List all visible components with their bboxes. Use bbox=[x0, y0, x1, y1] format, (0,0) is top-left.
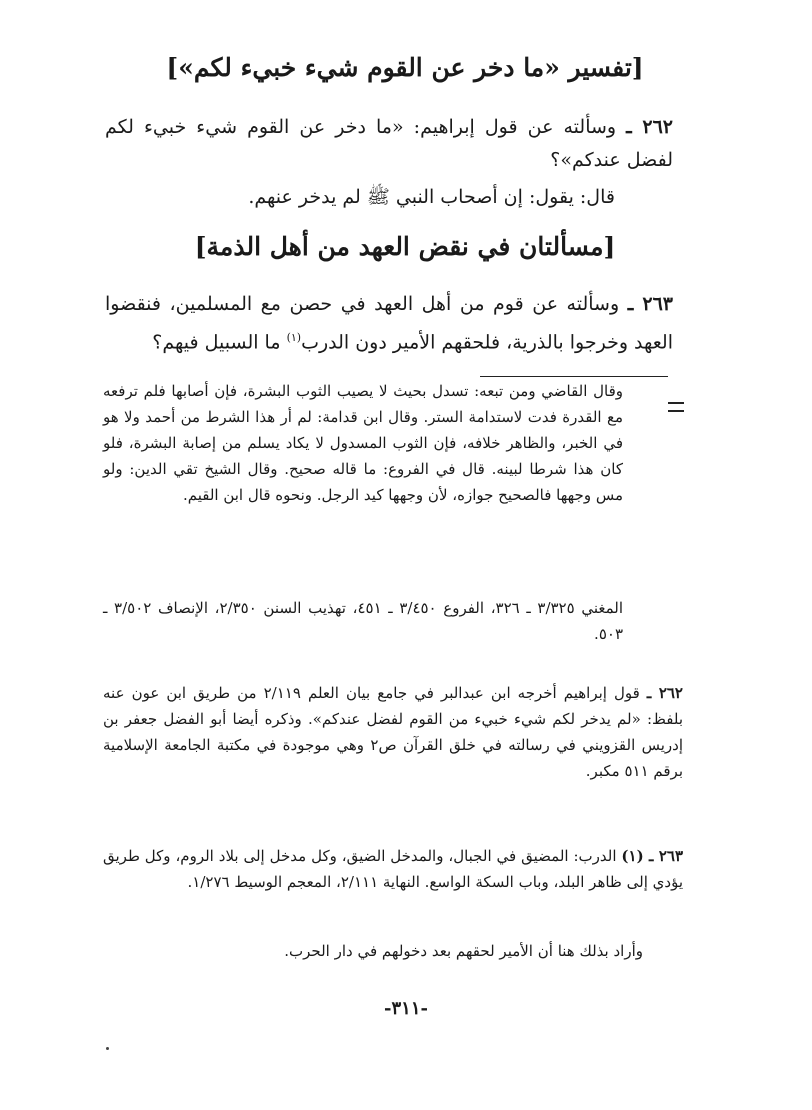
footnote-number: ٢٦٢ ـ bbox=[646, 684, 683, 702]
question-263 bbox=[105, 288, 673, 359]
footnote-continued-refs: المغني ٣/٣٢٥ ـ ٣٢٦، الفروع ٣/٤٥٠ ـ ٤٥١، تهذيب السنن ٢/٣٥٠، الإنصاف ٣/٥٠٢ ـ ٥٠٣. bbox=[103, 599, 623, 643]
answer-262: قال: يقول: إن أصحاب النبي ﷺ لم يدخر عنهم. bbox=[248, 186, 615, 208]
continuation-mark bbox=[668, 402, 684, 412]
question-262 bbox=[105, 111, 673, 177]
question-number: ٢٦٣ ـ bbox=[627, 293, 673, 315]
question-number: ٢٦٢ ـ bbox=[626, 116, 674, 138]
footnote-number: ٢٦٣ ـ (١) bbox=[621, 847, 683, 865]
footnote-263 bbox=[103, 843, 683, 895]
footnote-text: الدرب: المضيق في الجبال، والمدخل الضيق، وكل مدخل إلى بلاد الروم، وكل طريق يؤدي إلى ظاهر البلد، وباب السكة الواسع. النهاية ٢/١١١، المعجم الوسيط ١/٢٧٦. bbox=[103, 847, 683, 891]
footnote-263-extra: وأراد بذلك هنا أن الأمير لحقهم بعد دخولهم في دار الحرب. bbox=[284, 942, 643, 960]
footnote-262 bbox=[103, 680, 683, 784]
page-number: -٣١١- bbox=[384, 998, 428, 1019]
section-heading-tafsir: [تفسير «ما دخر عن القوم شيء خبيء لكم»] bbox=[166, 53, 644, 82]
footnote-continued: وقال القاضي ومن تبعه: تسدل بحيث لا يصيب الثوب البشرة، فإن أصابها فلم ترفعه مع القدرة فدت لاستدامة الستر. وقال ابن قدامة: لم أر هذا الشرط من أحمد ولا هو في الخبر، والظاهر خلافه، فإن الثوب المسدول لا يكاد يسلم من إصابة البشرة، فلو كان هذا شرطا لبينه. قال في الفروع: ما قاله صحيح. وقال الشيخ تقي الدين: ولو مس وجهها فالصحيح جوازه، لأن وجهها كيد الرجل. ونحوه قال ابن القيم. bbox=[103, 382, 623, 504]
scan-speck bbox=[106, 1047, 109, 1050]
section-heading-naqd-al-ahd: [مسألتان في نقض العهد من أهل الذمة] bbox=[194, 232, 616, 261]
footnote-ref: (١) bbox=[286, 331, 302, 344]
question-text: وسألته عن قوم من أهل العهد في حصن مع المسلمين، فنقضوا العهد وخرجوا بالذرية، فلحقهم الأمير دون الدرب bbox=[105, 293, 673, 354]
footnote-separator bbox=[480, 376, 668, 377]
question-text: وسألته عن قول إبراهيم: «ما دخر عن القوم شيء خبيء لكم لفضل عندكم»؟ bbox=[105, 116, 673, 171]
footnote-text: قول إبراهيم أخرجه ابن عبدالبر في جامع بيان العلم ٢/١١٩ من طريق ابن عون عنه بلفظ: «لم يدخر لكم شيء خبيء من القوم لفضل عندكم». وذكره أيضا أبو الفضل جعفر بن إدريس القزويني في رسالته في خلق القرآن ص٢ وهي موجودة في مكتبة الجامعة الإسلامية برقم ٥١١ مكبر. bbox=[103, 684, 683, 780]
question-text-end: ما السبيل فيهم؟ bbox=[152, 331, 287, 354]
